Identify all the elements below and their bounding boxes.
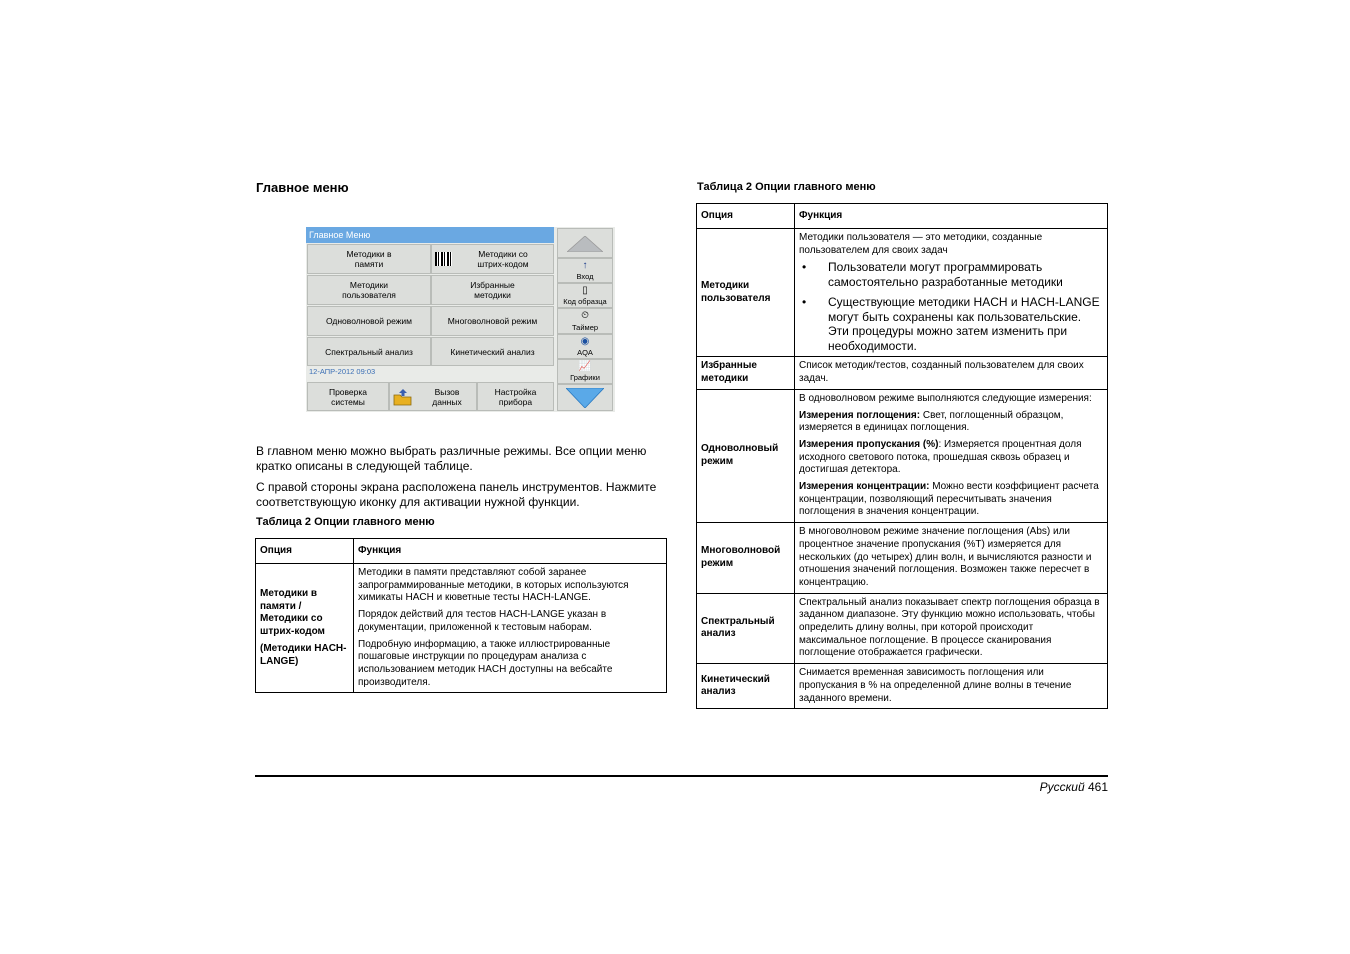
sample-id-button[interactable]: ▯ Код образца [557, 283, 613, 308]
recall-data-button[interactable]: Вызов данных [389, 382, 477, 411]
single-wavelength-button[interactable]: Одноволновой режим [307, 306, 431, 336]
user-programs-button[interactable]: Методики пользователя [307, 275, 431, 305]
barcode-icon [435, 252, 452, 266]
aqa-button[interactable]: ◉ AQA [557, 334, 613, 359]
page-footer [900, 780, 1108, 794]
page-number: 461 [1087, 780, 1108, 794]
instrument-setup-button[interactable]: Настройка прибора [477, 382, 554, 411]
scroll-up-button[interactable] [557, 228, 613, 258]
scroll-down-button[interactable] [557, 384, 613, 411]
login-button[interactable]: ↑ Вход [557, 258, 613, 283]
graph-icon: 📈 [578, 361, 592, 372]
table-row: Методики в памяти / Методики со штрих-кодом (Методики HACH-LANGE) Методики в памяти представляют собой заранее запрограммированные методики, в которых используются химикаты HACH и кюветные тесты HACH-LANGE. Порядок действий для тестов HACH-LANGE указан в документации, приложенной к тестовым наборам. Подробную информацию, а также иллюстрированные пошаговые инструкции по процедурам анализа с использованием методик HACH доступны на вебсайте производителя. [256, 564, 667, 693]
table-row: Многоволновой режим В многоволновом режиме значение поглощения (Abs) или процентное значение пропускания (%T) измеряется для нескольких (до четырех) длин волн, и вычисляются разности и отношения значений поглощения. Возможен также пересчет в концентрацию. [697, 523, 1108, 594]
timer-icon: ⏲ [581, 310, 589, 321]
kinetic-button[interactable]: Кинетический анализ [431, 337, 554, 366]
col-function-header: Функция [354, 539, 667, 564]
right-table-caption: Таблица 2 Опции главного меню [697, 181, 876, 193]
multi-wavelength-button[interactable]: Многоволновой режим [431, 306, 554, 336]
left-table-caption: Таблица 2 Опции главного меню [256, 516, 435, 528]
stored-programs-button[interactable]: Методики в памяти [307, 244, 431, 274]
arrow-up-small-icon: ↑ [582, 260, 588, 271]
folder-icon [393, 388, 413, 406]
right-options-table: Опция Функция Методики пользователя Методики пользователя — это методики, созданные пользователем для своих задач • Пользователи могут программировать самостоятельно разработанные методики • Существующие методики HACH и HACH-LANGE могут быть сохранены как пользовательские. Эти процедуры можно затем изменить при необходимости. Избранные методики Список методик/тестов, созданный пользователем для своих задач. Одноволновый режим В одноволновом режиме выполняются следующие измерения: Измерения поглощения: Свет, поглощенный образцом, измеряется в единицах поглощения. Измерения пропускания (%): Измеряется процентная доля исходного светового потока, прошедшая сквозь образец и достигшая детектора. Измерения концентрации: Можно вести коэффициент расчета концентрации, позволяющий пересчитывать значения поглощения в значения концентрации. Многоволновой режим В многоволновом режиме значение поглощения (Abs) или процентное значение пропускания (%T) измеряется для нескольких (до четырех) длин волн, и вычисляются разности и отношения значений поглощения. Возможен также пересчет в концентрацию. Спектральный анализ Спектральный анализ показывает спектр поглощения образца в заданном диапазоне. Эту функцию можно использовать, чтобы определить длину волны, при которой происходит максимальное поглощение. В процессе сканирования поглощение отображается графически. Кинетический анализ Снимается временная зависимость поглощения или пропускания в % на определенной длине волны в течение заданного времени. [696, 203, 1108, 709]
aqa-icon: ◉ [580, 336, 590, 347]
screen-title: Главное Меню [306, 227, 554, 243]
instrument-screen [306, 227, 615, 412]
left-options-table [255, 538, 667, 693]
table-row: Избранные методики Список методик/тестов, созданный пользователем для своих задач. [697, 357, 1108, 389]
spectrum-scan-button[interactable]: Спектральный анализ [307, 337, 431, 366]
system-check-button[interactable]: Проверка системы [307, 382, 389, 411]
arrow-down-icon [566, 388, 604, 408]
table-row: Методики пользователя Методики пользователя — это методики, созданные пользователем для своих задач • Пользователи могут программировать самостоятельно разработанные методики • Существующие методики HACH и HACH-LANGE могут быть сохранены как пользовательские. Эти процедуры можно затем изменить при необходимости. [697, 229, 1108, 357]
col-option-header: Опция [256, 539, 354, 564]
arrow-up-icon [567, 236, 603, 252]
favorites-button[interactable]: Избранные методики [431, 275, 554, 305]
date-time: 12-АПР-2012 09:03 [309, 367, 376, 376]
graphs-button[interactable]: 📈 Графики [557, 359, 613, 384]
footer-rule [255, 775, 1108, 777]
intro-paragraph: В главном меню можно выбрать различные режимы. Все опции меню кратко описаны в следующей таблице. [256, 444, 647, 473]
table-row: Одноволновый режим В одноволновом режиме выполняются следующие измерения: Измерения поглощения: Свет, поглощенный образцом, измеряется в единицах поглощения. Измерения пропускания (%): Измеряется процентная доля исходного светового потока, прошедшая сквозь образец и достигшая детектора. Измерения концентрации: Можно вести коэффициент расчета концентрации, позволяющий пересчитывать значения поглощения в значения концентрации. [697, 389, 1108, 522]
section-heading: Главное меню [256, 180, 349, 195]
toolbar-paragraph: С правой стороны экрана расположена панель инструментов. Нажмите соответствующую иконку для активации нужной функции. [256, 480, 657, 509]
table-row: Спектральный анализ Спектральный анализ показывает спектр поглощения образца в заданном диапазоне. Эту функцию можно использовать, чтобы определить длину волны, при которой происходит максимальное поглощение. В процессе сканирования поглощение отображается графически. [697, 593, 1108, 664]
table-row: Кинетический анализ Снимается временная зависимость поглощения или пропускания в % на определенной длине волны в течение заданного времени. [697, 664, 1108, 709]
footer-language: Русский [1039, 780, 1085, 794]
barcode-programs-button[interactable]: Методики со штрих-кодом [431, 244, 554, 274]
timer-button[interactable]: ⏲ Таймер [557, 308, 613, 334]
sample-vial-icon: ▯ [582, 285, 588, 296]
